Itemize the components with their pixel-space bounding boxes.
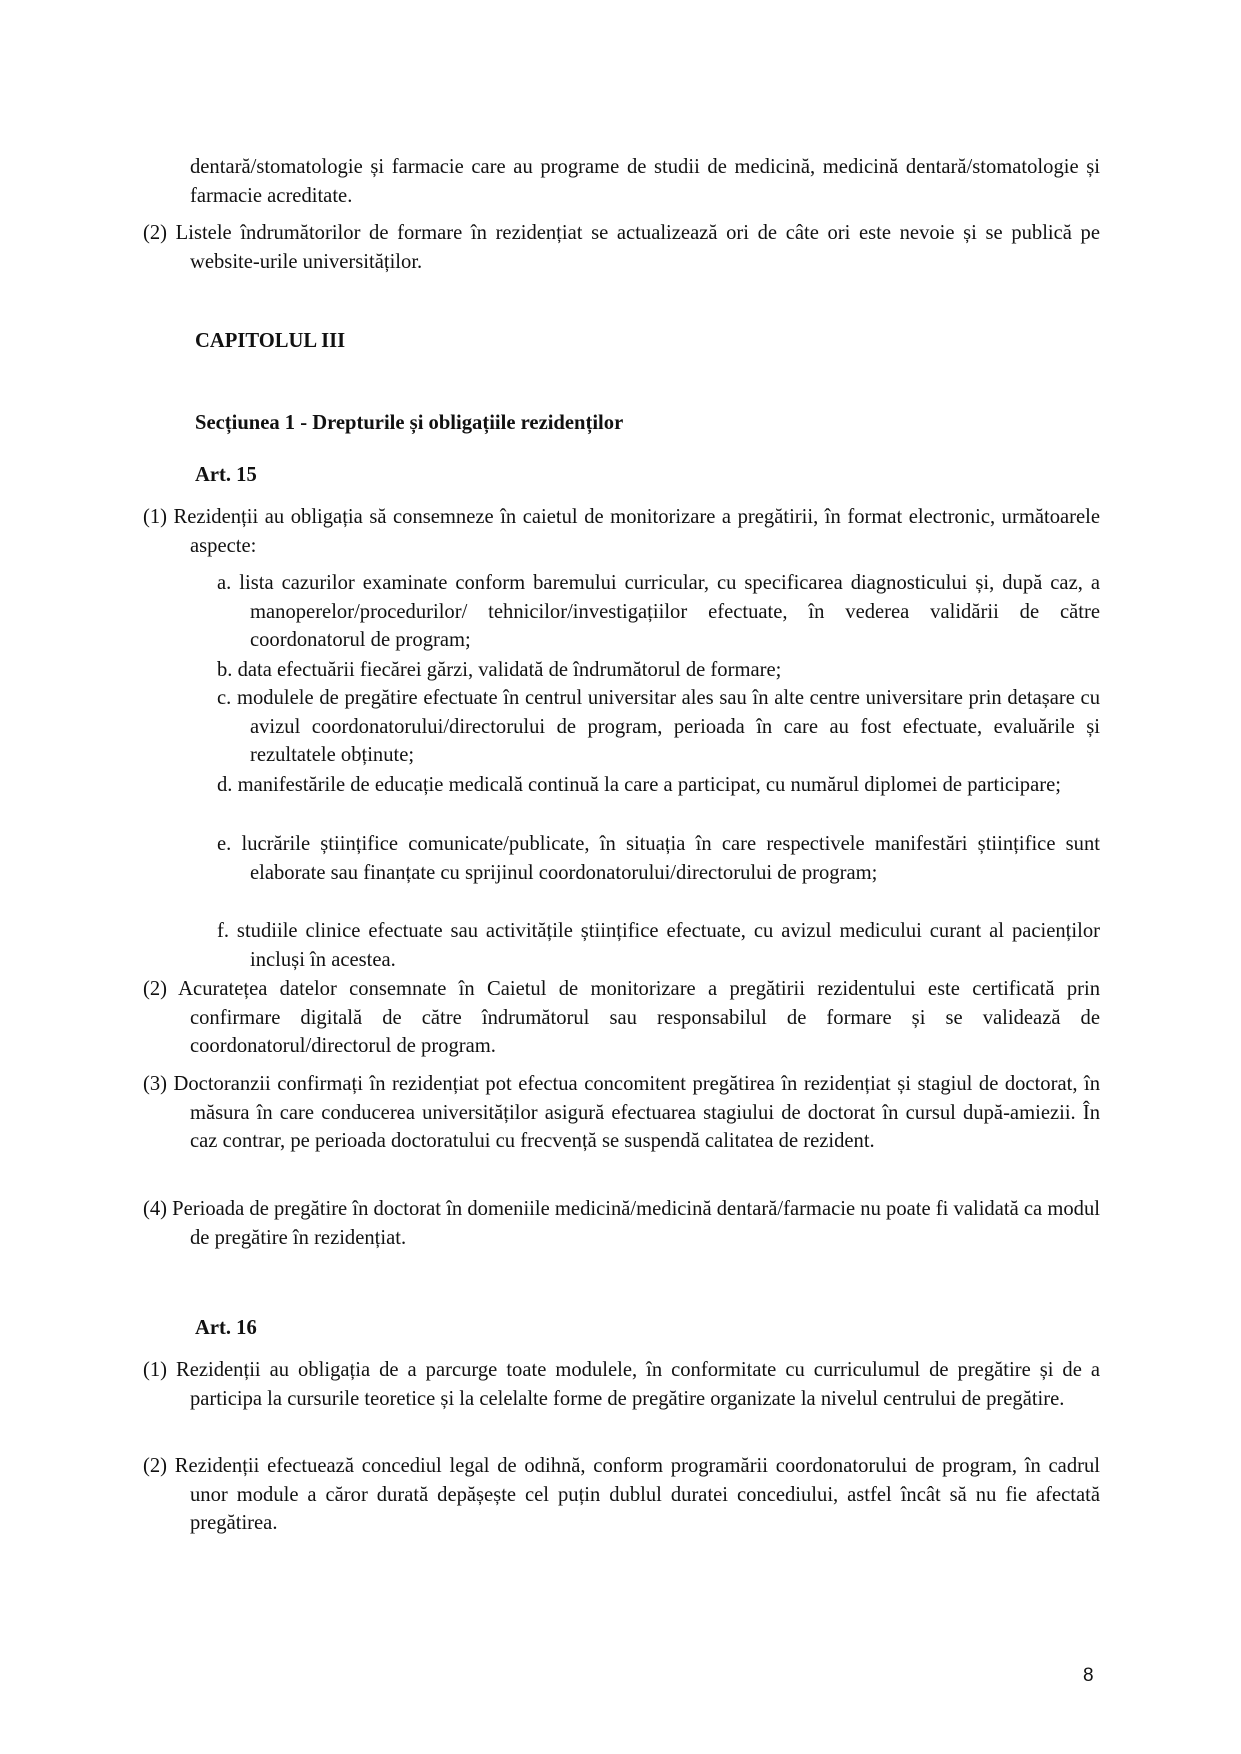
list-item-a: a. lista cazurilor examinate conform baremului curricular, cu specificarea diagnosticului și, după caz, a manoperelor/procedurilor/ tehnicilor/investigațiilor efectuate, în vederea validării de către coordonatorul de program; [217,572,1100,652]
list-item-c: c. modulele de pregătire efectuate în centrul universitar ales sau în alte centre universitare prin detașare cu avizul coordonatorului/directorului de program, perioada în care au fost efectuate, evaluările și rezultatele obținute; [217,687,1100,767]
article-16-heading: Art. 16 [195,1317,257,1339]
art15-paragraph-2: (2) Acuratețea datelor consemnate în Caietul de monitorizare a pregătirii rezidentului este certificată prin confirmare digitală de către îndrumătorul sau responsabilul de formare și se validează de coordonatorul/directorul de program. [143,978,1100,1058]
list-item-d: d. manifestările de educație medicală continuă la care a participat, cu numărul diplomei de participare; [217,774,1061,796]
paragraph-item-2: (2) Listele îndrumătorilor de formare în rezidențiat se actualizează ori de câte ori este nevoie și se publică pe website-urile universităților. [143,222,1100,273]
list-item-b: b. data efectuării fiecărei gărzi, validată de îndrumătorul de formare; [217,659,782,681]
art16-paragraph-2: (2) Rezidenții efectuează concediul legal de odihnă, conform programării coordonatorului de program, în cadrul unor module a căror durată depășește cel puțin dublul duratei concediului, astfel încât să nu fie afectată pregătirea. [143,1455,1100,1535]
art15-paragraph-4: (4) Perioada de pregătire în doctorat în domeniile medicină/medicină dentară/farmacie nu poate fi validată ca modul de pregătire în rezidențiat. [143,1198,1100,1249]
list-item-f: f. studiile clinice efectuate sau activitățile științifice efectuate, cu avizul medicului curant al pacienților incluși în acestea. [217,920,1100,971]
art16-paragraph-1: (1) Rezidenții au obligația de a parcurge toate modulele, în conformitate cu curriculumul de pregătire și de a participa la cursurile teoretice și la celelalte forme de pregătire organizate la nivelul centrului de pregătire. [143,1359,1100,1410]
continuation-paragraph: dentară/stomatologie și farmacie care au programe de studii de medicină, medicină dentară/stomatologie și farmacie acreditate. [190,156,1100,207]
list-item-e: e. lucrările științifice comunicate/publicate, în situația în care respectivele manifestări științifice sunt elaborate sau finanțate cu sprijinul coordonatorului/directorului de program; [217,833,1100,884]
article-15-heading: Art. 15 [195,464,257,486]
art15-paragraph-3: (3) Doctoranzii confirmați în rezidențiat pot efectua concomitent pregătirea în rezidențiat și stagiul de doctorat, în măsura în care conducerea universităților asigură efectuarea stagiului de doctorat în cursul după-amiezii. În caz contrar, pe perioada doctoratului cu frecvență se suspendă calitatea de rezident. [143,1073,1100,1153]
chapter-heading: CAPITOLUL III [195,330,346,352]
art15-paragraph-1: (1) Rezidenții au obligația să consemneze în caietul de monitorizare a pregătirii, în format electronic, următoarele aspecte: [143,506,1100,557]
page-number: 8 [1083,1665,1094,1686]
section-heading: Secțiunea 1 - Drepturile și obligațiile rezidenților [195,412,624,434]
